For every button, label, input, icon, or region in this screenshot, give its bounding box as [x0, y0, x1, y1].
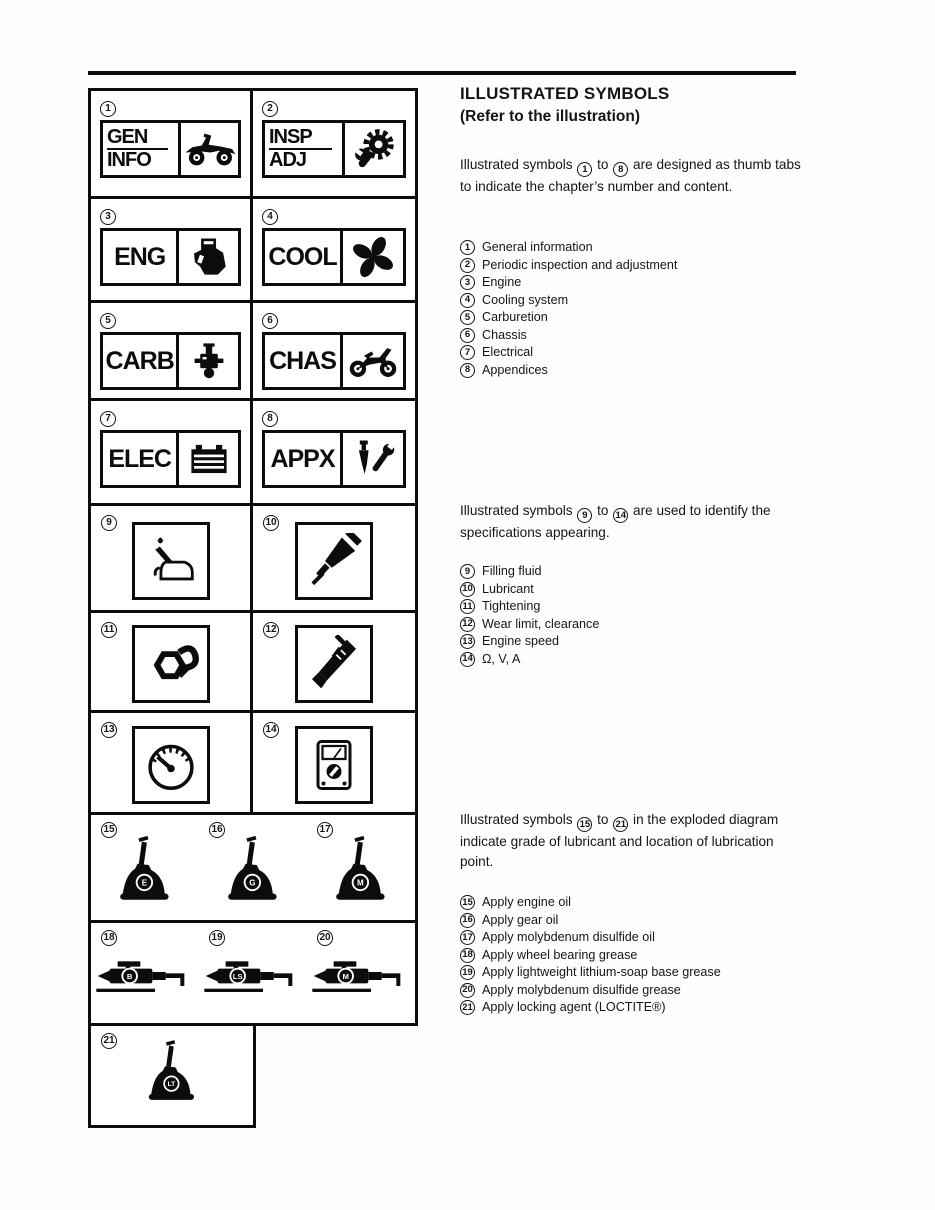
list-item-text: Apply engine oil — [482, 895, 571, 909]
circled-number: 21 — [613, 817, 628, 832]
circled-number: 16 — [460, 913, 475, 928]
list-item — [460, 598, 810, 616]
circled-number: 1 — [577, 162, 592, 177]
circled-number: 11 — [101, 622, 117, 638]
tab-label-line1: ELEC — [108, 444, 171, 473]
list-item — [460, 964, 810, 982]
tab-cell-gen-info — [91, 91, 253, 199]
tab-label-line1: APPX — [270, 444, 335, 473]
spec-cell-meter — [253, 713, 415, 815]
para-text: are designed as thumb tabs to indicate the chapter’s number and content. — [460, 157, 801, 194]
oil-can-item — [307, 815, 415, 920]
can-letter: G — [249, 878, 256, 888]
atv-icon — [181, 123, 238, 175]
circled-number: 13 — [101, 722, 117, 738]
caliper-icon — [295, 625, 373, 703]
circled-number: 11 — [460, 599, 475, 614]
tab-cell-chas — [253, 303, 415, 401]
circled-number: 9 — [460, 564, 475, 579]
circled-number: 18 — [101, 930, 117, 946]
tab-label-line1: CHAS — [269, 346, 336, 375]
list-item-text: Carburetion — [482, 310, 548, 324]
list-item — [460, 563, 810, 581]
circled-number: 19 — [460, 965, 475, 980]
circled-number: 17 — [317, 822, 333, 838]
circled-number: 20 — [460, 983, 475, 998]
para-text: Illustrated symbols — [460, 503, 573, 518]
list-item — [460, 999, 810, 1017]
circled-number: 21 — [101, 1033, 117, 1049]
intro-paragraph-1 — [460, 155, 810, 197]
gun-letter: LS — [232, 972, 243, 981]
oil-can-item — [199, 815, 307, 920]
circled-number: 15 — [101, 822, 117, 838]
grease-gun-item — [307, 923, 415, 1023]
tab-chas — [262, 332, 406, 390]
top-rule — [88, 71, 796, 75]
tab-cool — [262, 228, 406, 286]
para-text: in the exploded diagram indicate grade of lubricant and location of lubrication point. — [460, 812, 779, 870]
grease-symbols-row — [91, 923, 415, 1023]
circled-number: 21 — [460, 1000, 475, 1015]
gun-letter: M — [342, 972, 349, 981]
locking-agent-cell — [88, 1023, 256, 1128]
oil-can-icon — [330, 835, 392, 910]
circled-number: 7 — [100, 411, 116, 427]
tab-label-line1: COOL — [268, 242, 337, 271]
tab-carb — [100, 332, 241, 390]
spec-cell-filling-fluid — [91, 506, 253, 613]
heading-block — [460, 84, 810, 126]
list-item — [460, 257, 810, 275]
list-item-text: General information — [482, 240, 593, 254]
oil-filling-icon — [132, 522, 210, 600]
tab-label-line2: INFO — [107, 148, 168, 171]
fan-icon — [343, 231, 403, 283]
list-item-text: Wear limit, clearance — [482, 616, 600, 631]
list-item — [460, 344, 810, 362]
multimeter-icon — [295, 726, 373, 804]
tab-cell-carb — [91, 303, 253, 401]
circled-number: 17 — [460, 930, 475, 945]
spec-cell-wear-limit — [253, 613, 415, 713]
circled-number: 15 — [460, 895, 475, 910]
circled-number: 2 — [262, 101, 278, 117]
para-text: Illustrated symbols — [460, 812, 573, 827]
circled-number: 2 — [460, 258, 475, 273]
oil-symbols-row — [91, 815, 415, 923]
list-item-text: Cooling system — [482, 292, 569, 307]
sparkplug-wrench-icon — [343, 433, 403, 485]
can-letter: M — [357, 878, 364, 888]
circled-number: 14 — [263, 722, 279, 738]
list-item — [460, 912, 810, 930]
tab-cell-eng — [91, 199, 253, 303]
tightening-icon — [132, 625, 210, 703]
list-item-text: Apply lightweight lithium-soap base grease — [482, 965, 721, 979]
circled-number: 18 — [460, 948, 475, 963]
circled-number: 6 — [262, 313, 278, 329]
circled-number: 16 — [209, 822, 225, 838]
tab-cell-cool — [253, 199, 415, 303]
circled-number: 7 — [460, 345, 475, 360]
intro-paragraph-2 — [460, 501, 810, 543]
tachometer-icon — [132, 726, 210, 804]
tab-label-line1: CARB — [105, 346, 174, 375]
list-item-text: Engine speed — [482, 634, 560, 648]
circled-number: 19 — [209, 930, 225, 946]
can-letter: LT — [167, 1081, 176, 1089]
circled-number: 1 — [460, 240, 475, 255]
list-item — [460, 362, 810, 380]
tab-label — [265, 335, 343, 387]
spec-cell-lubricant — [253, 506, 415, 613]
list-item — [460, 982, 810, 1000]
oil-can-icon — [222, 835, 284, 910]
oil-can-item — [91, 815, 199, 920]
para-text: are used to identify the specifications appearing. — [460, 503, 771, 540]
list-item-text: Appendices — [482, 362, 548, 377]
tab-label-line2: ADJ — [269, 148, 332, 171]
circled-number: 14 — [613, 508, 628, 523]
tab-label — [103, 123, 181, 175]
list-item-text: Apply molybdenum disulfide grease — [482, 982, 681, 997]
gun-letter: B — [126, 972, 133, 981]
circled-number: 5 — [100, 313, 116, 329]
tab-gen-info — [100, 120, 241, 178]
intro-paragraph-3 — [460, 810, 810, 873]
list-item — [460, 947, 810, 965]
circled-number: 9 — [577, 508, 592, 523]
spec-cell-engine-speed — [91, 713, 253, 815]
circled-number: 10 — [460, 582, 475, 597]
list-item-text: Apply wheel bearing grease — [482, 947, 638, 962]
tab-label — [103, 231, 179, 283]
carburetor-icon — [179, 335, 238, 387]
tab-label — [103, 433, 179, 485]
can-letter: E — [141, 878, 148, 888]
list-item-text: Electrical — [482, 345, 534, 359]
circled-number: 12 — [263, 622, 279, 638]
grease-gun-item — [91, 923, 199, 1023]
grease-gun-icon — [311, 955, 411, 1002]
circled-number: 3 — [460, 275, 475, 290]
list-item — [460, 274, 810, 292]
para-text: to — [597, 503, 609, 518]
circled-number: 8 — [613, 162, 628, 177]
tab-label-line1: INSP — [269, 125, 312, 148]
circled-number: 10 — [263, 515, 279, 531]
list-item — [460, 581, 810, 599]
symbol-grid — [88, 88, 418, 1026]
circled-number: 5 — [460, 310, 475, 325]
tab-cell-appx — [253, 401, 415, 506]
tab-cell-elec — [91, 401, 253, 506]
para-text: to — [597, 812, 609, 827]
tab-label — [265, 433, 343, 485]
list-item — [460, 239, 810, 257]
page-subtitle: (Refer to the illustration) — [460, 108, 640, 125]
list-item-text: Chassis — [482, 327, 527, 342]
list-item-text: Apply molybdenum disulfide oil — [482, 930, 655, 944]
circled-number: 14 — [460, 652, 475, 667]
tab-label — [265, 231, 343, 283]
tab-label-line1: ENG — [114, 242, 166, 271]
list-item-text: Lubricant — [482, 581, 534, 596]
list-item-text: Ω, V, A — [482, 651, 521, 666]
para-text: to — [597, 157, 609, 172]
list-item — [460, 894, 810, 912]
page-title: ILLUSTRATED SYMBOLS — [460, 84, 670, 103]
list-item — [460, 929, 810, 947]
list-item — [460, 309, 810, 327]
list-item-text: Filling fluid — [482, 564, 542, 578]
tab-cell-insp-adj — [253, 91, 415, 199]
para-text: Illustrated symbols — [460, 157, 573, 172]
lubricant-list — [460, 894, 810, 1017]
tab-eng — [100, 228, 241, 286]
list-item-text: Tightening — [482, 599, 541, 613]
tab-appx — [262, 430, 406, 488]
grease-gun-icon — [203, 955, 303, 1002]
circled-number: 1 — [100, 101, 116, 117]
list-item-text: Apply locking agent (LOCTITE®) — [482, 1000, 666, 1014]
circled-number: 8 — [262, 411, 278, 427]
battery-icon — [179, 433, 238, 485]
list-item — [460, 651, 810, 669]
tab-elec — [100, 430, 241, 488]
circled-number: 15 — [577, 817, 592, 832]
circled-number: 4 — [460, 293, 475, 308]
circled-number: 12 — [460, 617, 475, 632]
circled-number: 20 — [317, 930, 333, 946]
list-item — [460, 633, 810, 651]
chapter-list — [460, 239, 810, 379]
grease-gun-icon — [95, 955, 195, 1002]
spec-cell-tightening — [91, 613, 253, 713]
spec-list — [460, 563, 810, 668]
circled-number: 6 — [460, 328, 475, 343]
tab-label — [265, 123, 345, 175]
tab-label-line1: GEN — [107, 125, 148, 148]
circled-number: 13 — [460, 634, 475, 649]
circled-number: 4 — [262, 209, 278, 225]
tab-insp-adj — [262, 120, 406, 178]
locking-agent-can-icon — [143, 1039, 201, 1110]
list-item — [460, 616, 810, 634]
list-item-text: Periodic inspection and adjustment — [482, 257, 678, 272]
oil-can-icon — [114, 835, 176, 910]
gear-wrench-icon — [345, 123, 403, 175]
grease-gun-item — [199, 923, 307, 1023]
lubricant-icon — [295, 522, 373, 600]
motorcycle-icon — [343, 335, 403, 387]
circled-number: 9 — [101, 515, 117, 531]
list-item — [460, 292, 810, 310]
tab-label — [103, 335, 179, 387]
list-item — [460, 327, 810, 345]
circled-number: 8 — [460, 363, 475, 378]
engine-icon — [179, 231, 238, 283]
list-item-text: Apply gear oil — [482, 912, 559, 927]
list-item-text: Engine — [482, 275, 522, 289]
circled-number: 3 — [100, 209, 116, 225]
